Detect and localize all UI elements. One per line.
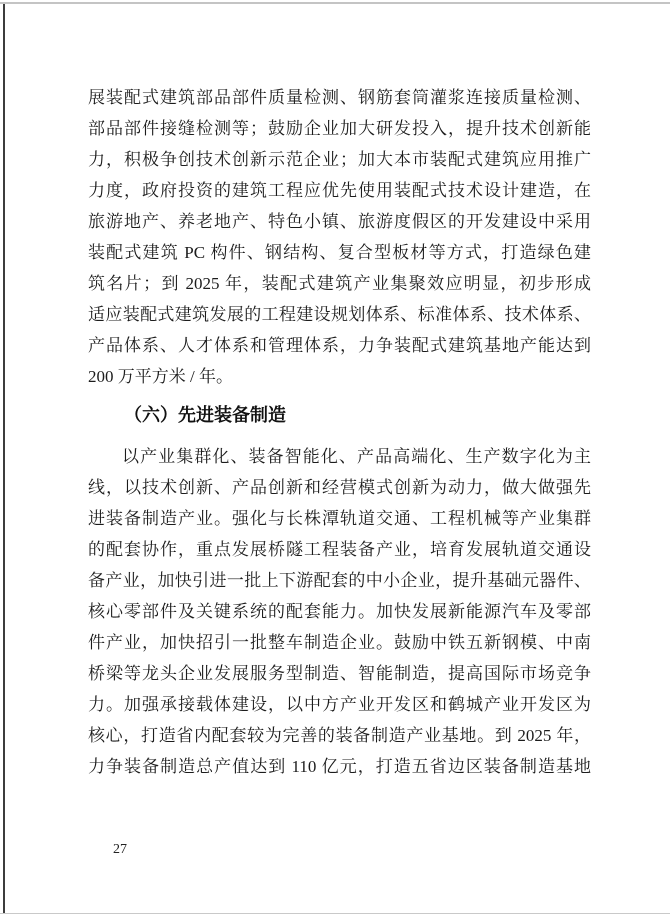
text-line: 线，以技术创新、产品创新和经营模式创新为动力，做大做强先 [88, 478, 591, 497]
paragraph-2 [88, 441, 591, 782]
text-line: 核心，打造省内配套较为完善的装备制造产业基地。到 2025 年， [88, 726, 591, 745]
page-top-rule [0, 2, 670, 4]
text-line: 桥梁等龙头企业发展服务型制造、智能制造，提高国际市场竞争 [88, 664, 591, 683]
text-line: 核心零部件及关键系统的配套能力。加快发展新能源汽车及零部 [88, 602, 591, 621]
text-line: 的配套协作，重点发展桥隧工程装备产业，培育发展轨道交通设 [88, 540, 591, 559]
text-line: 展装配式建筑部品部件质量检测、钢筋套筒灌浆连接质量检测、 [88, 88, 591, 107]
text-line: 产品体系、人才体系和管理体系，力争装配式建筑基地产能达到 [88, 336, 591, 355]
text-line: 部品部件接缝检测等；鼓励企业加大研发投入，提升技术创新能 [88, 119, 591, 138]
page-left-rule [3, 4, 5, 914]
document-body [88, 82, 591, 782]
paragraph-1 [88, 82, 591, 392]
section-heading: （六）先进装备制造 [124, 405, 286, 425]
text-line: 旅游地产、养老地产、特色小镇、旅游度假区的开发建设中采用 [88, 212, 591, 231]
text-line: 力。加强承接载体建设，以中方产业开发区和鹤城产业开发区为 [88, 695, 591, 714]
page-number: 27 [113, 842, 127, 857]
text-line: 以产业集群化、装备智能化、产品高端化、生产数字化为主 [122, 447, 591, 466]
text-line: 力，积极争创技术创新示范企业；加大本市装配式建筑应用推广 [88, 150, 591, 169]
text-line: 件产业，加快招引一批整车制造企业。鼓励中铁五新钢模、中南 [88, 633, 591, 652]
text-line: 200 万平方米 / 年。 [88, 367, 233, 386]
text-line: 进装备制造产业。强化与长株潭轨道交通、工程机械等产业集群 [88, 509, 591, 528]
text-line: 力度，政府投资的建筑工程应优先使用装配式技术设计建造，在 [88, 181, 591, 200]
text-line: 备产业，加快引进一批上下游配套的中小企业，提升基础元器件、 [88, 571, 591, 590]
text-line: 力争装备制造总产值达到 110 亿元，打造五省边区装备制造基地 [88, 757, 591, 776]
text-line: 筑名片；到 2025 年，装配式建筑产业集聚效应明显，初步形成 [88, 274, 591, 293]
text-line: 装配式建筑 PC 构件、钢结构、复合型板材等方式，打造绿色建 [88, 243, 591, 262]
text-line: 适应装配式建筑发展的工程建设规划体系、标准体系、技术体系、 [88, 305, 591, 324]
